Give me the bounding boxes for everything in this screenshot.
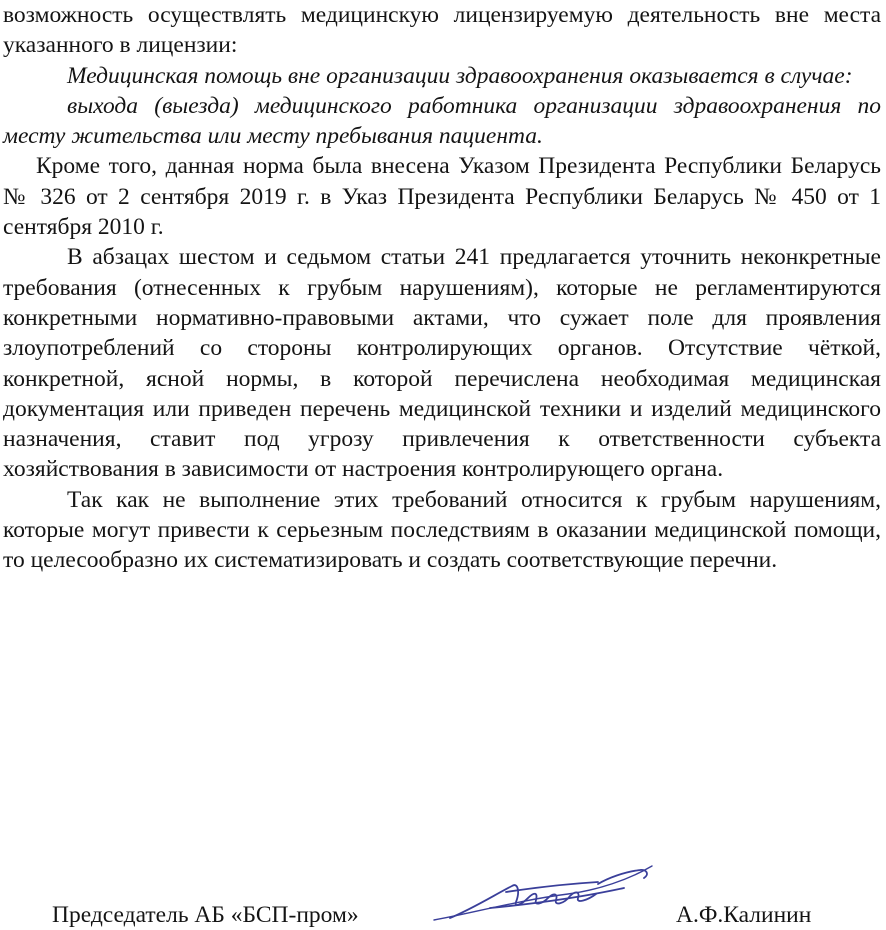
paragraph-licensed-activity: возможность осуществлять медицинскую лицензируемую деятельность вне места указанного в лицензии: (3, 2, 881, 59)
signer-name: А.Ф.Калинин (676, 902, 812, 928)
handwritten-signature (428, 858, 660, 928)
document-body (3, 0, 881, 576)
paragraph-article-241: В абзацах шестом и седьмом статьи 241 предлагается уточнить неконкретные требования (отнесенных к грубым нарушениям), которые не регламентируются конкретными нормативно-правовыми актами, что сужает поле для проявления злоупотреблений со стороны контролирующих органов. Отсутствие чёткой, конкретной, ясной нормы, в которой перечислена необходимая медицинская документация или приведен перечень медицинской техники и изделий медицинского назначения, ставит под угрозу привлечения к ответственности субъекта хозяйствования в зависимости от настроения контролирующего органа. (3, 244, 881, 483)
quoted-norm-paragraph: Медицинская помощь вне организации здравоохранения оказывается в случае: (67, 62, 853, 89)
paragraph-decree-reference: Кроме того, данная норма была внесена Указом Президента Республики Беларусь № 326 от 2 сентября 2019 г. в Указ Президента Республики Беларусь № 450 от 1 сентября 2010 г. (3, 153, 881, 241)
paragraph-conclusion: Так как не выполнение этих требований относится к грубым нарушениям, которые могут привести к серьезным последствиям в оказании медицинской помощи, то целесообразно их систематизировать и создать соответствующие перечни. (3, 486, 881, 574)
signer-position: Председатель АБ «БСП-пром» (52, 902, 359, 928)
signature-block (0, 858, 886, 930)
quoted-norm-paragraph: выхода (выезда) медицинского работника организации здравоохранения по месту жительства или месту пребывания пациента. (3, 92, 881, 150)
